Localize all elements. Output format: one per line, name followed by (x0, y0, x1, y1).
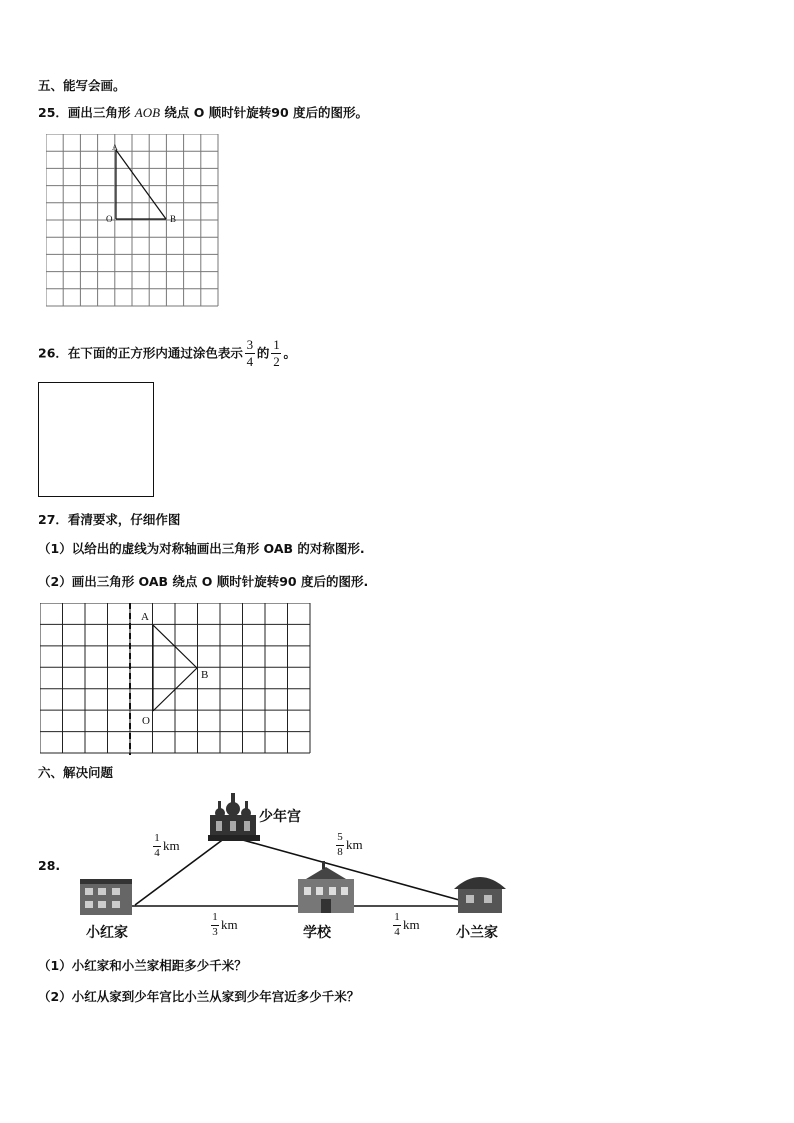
question-27 (38, 514, 180, 527)
question-25-triangle: AOB (134, 105, 161, 120)
distance-denominator: 4 (154, 846, 160, 859)
point-label-b: B (170, 214, 177, 224)
fraction-denominator: 2 (273, 354, 280, 370)
distance-xiaohong-school (211, 912, 238, 938)
question-28-sub2: （2）小红从家到少年宫比小兰从家到少年宫近多少千米？ (38, 989, 360, 1004)
distance-unit: km (403, 917, 420, 933)
question-25-text-after: 绕点 O 顺时针旋转90 度后的图形。 (164, 105, 368, 120)
distance-numerator: 1 (154, 832, 160, 844)
fraction-one-half (271, 338, 281, 370)
question-27-sub1: （1）以给出的虚线为对称轴画出三角形 OAB 的对称图形. (38, 541, 365, 556)
question-27-sub2: （2）画出三角形 OAB 绕点 O 顺时针旋转90 度后的图形. (38, 574, 369, 589)
question-26 (38, 338, 296, 370)
distance-xiaohong-palace (153, 833, 180, 859)
distance-palace-xiaolan (336, 832, 363, 858)
question-26-number: 26． (38, 345, 68, 361)
point-label-a: A (112, 143, 118, 152)
fraction-denominator: 4 (246, 354, 254, 370)
point-label-o: O (106, 214, 113, 224)
distance-unit: km (221, 917, 238, 933)
distance-numerator: 1 (394, 911, 400, 923)
fraction-numerator: 3 (246, 337, 254, 352)
square-to-shade[interactable] (38, 382, 154, 497)
question-26-text-after: 。 (283, 345, 296, 361)
point-label-b: B (201, 669, 209, 681)
question-27-title: 看清要求，仔细作图 (67, 512, 181, 527)
distance-unit: km (163, 838, 180, 854)
question-25-text-before: 画出三角形 (67, 105, 131, 120)
question-27-number: 27． (38, 512, 68, 527)
question-25 (38, 106, 368, 120)
distance-numerator: 1 (212, 911, 218, 923)
grid-q25 (46, 134, 220, 308)
route-xiaohong-palace (135, 838, 225, 905)
place-label-xiaohong: 小红家 (86, 925, 128, 941)
segment-ab (116, 150, 166, 219)
question-25-number: 25． (38, 105, 68, 120)
point-label-o: O (142, 715, 150, 727)
xiaolan-house-icon (454, 877, 506, 913)
distance-denominator: 3 (212, 925, 218, 938)
question-26-middle: 的 (256, 345, 270, 361)
place-label-school: 学校 (303, 925, 331, 941)
fraction-numerator: 1 (273, 337, 280, 352)
xiaohong-house-icon (80, 879, 132, 915)
distance-unit: km (346, 837, 363, 853)
distance-numerator: 5 (337, 831, 343, 843)
section-6-title: 六、解决问题 (38, 765, 114, 780)
fraction-three-fourths (245, 338, 255, 370)
place-label-palace: 少年宫 (259, 809, 301, 825)
grid-q27 (40, 603, 312, 755)
distance-denominator: 4 (394, 925, 400, 938)
question-28-number: 28. (38, 858, 61, 873)
section-5-title: 五、能写会画。 (38, 78, 126, 93)
distance-denominator: 8 (337, 845, 343, 858)
question-28-sub1: （1）小红家和小兰家相距多少千米？ (38, 958, 247, 973)
palace-icon (208, 793, 260, 841)
place-label-xiaolan: 小兰家 (456, 925, 498, 941)
point-label-a: A (141, 611, 149, 623)
question-26-text-before: 在下面的正方形内通过涂色表示 (67, 345, 243, 361)
distance-school-xiaolan (393, 912, 420, 938)
